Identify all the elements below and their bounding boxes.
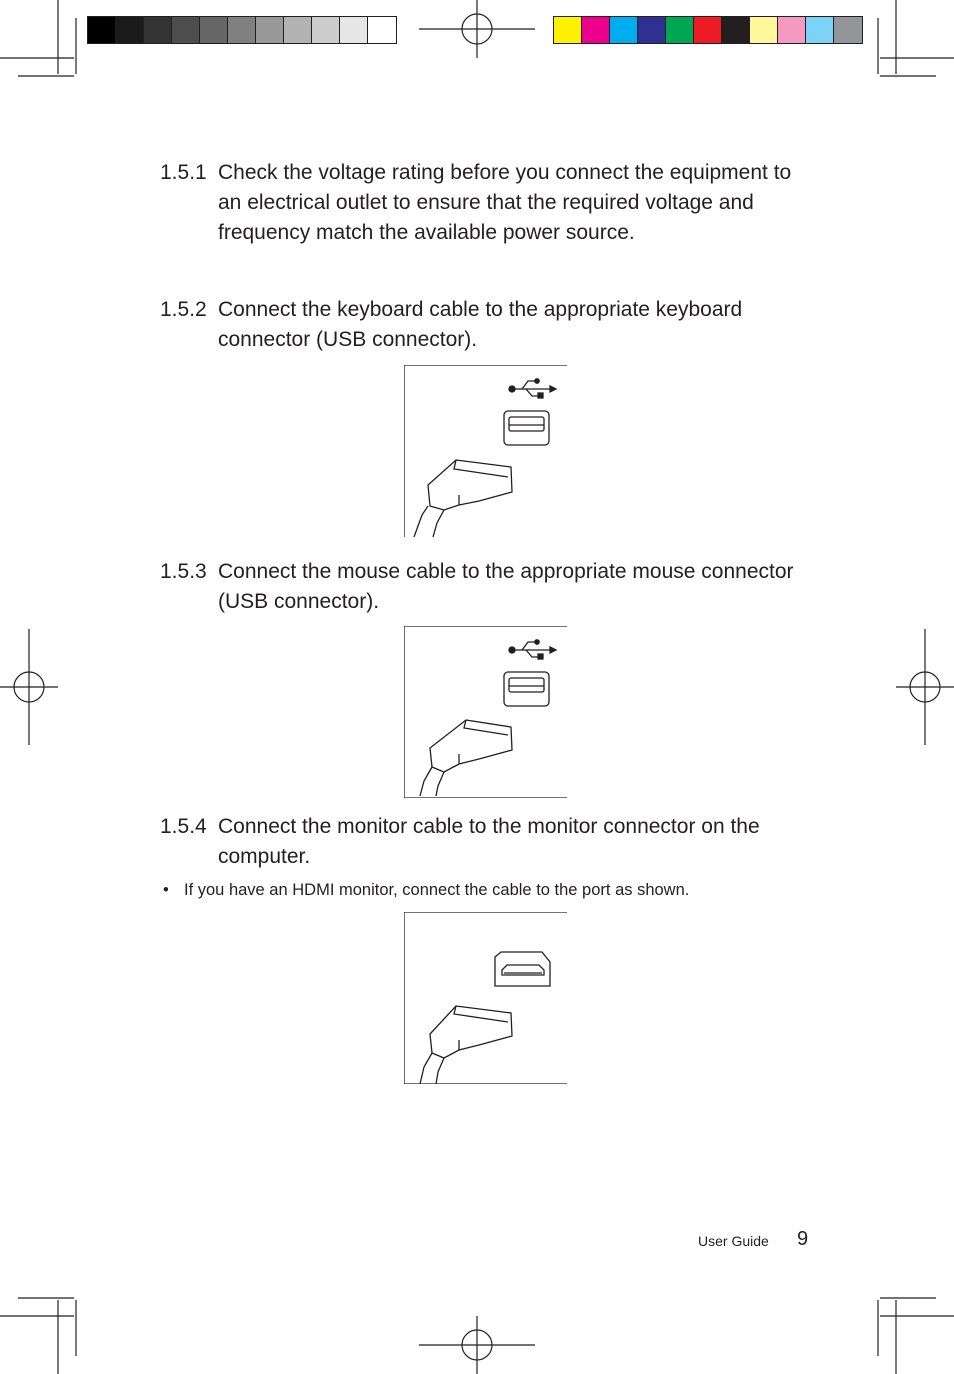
color-swatch — [694, 17, 722, 43]
step-1-5-2 — [160, 295, 820, 355]
gray-swatch — [368, 17, 396, 43]
color-swatch — [666, 17, 694, 43]
step-text: Connect the keyboard cable to the appropriate keyboard connector (USB connector). — [218, 298, 743, 351]
page-number: 9 — [797, 1228, 809, 1250]
bullet-item — [163, 879, 689, 901]
step-1-5-1 — [160, 158, 820, 248]
step-text: Check the voltage rating before you connect the equipment to an electrical outlet to ensure that the required voltage and frequency match the available power source. — [218, 161, 792, 244]
monitor-hdmi-illustration — [404, 912, 567, 1084]
step-number: 1.5.1 — [160, 161, 207, 184]
hdmi-port — [495, 952, 550, 986]
gray-swatch — [172, 17, 200, 43]
bullet-marker: • — [163, 881, 169, 899]
step-1-5-4 — [160, 812, 820, 872]
color-swatch — [722, 17, 750, 43]
grayscale-color-bar — [87, 16, 397, 44]
color-swatch — [582, 17, 610, 43]
footer-label: User Guide — [698, 1233, 769, 1249]
mouse-usb-illustration — [404, 626, 567, 798]
usb-icon — [509, 640, 556, 659]
step-number: 1.5.4 — [160, 815, 207, 838]
bullet-text: If you have an HDMI monitor, connect the cable to the port as shown. — [184, 881, 690, 899]
gray-swatch — [340, 17, 368, 43]
step-number: 1.5.2 — [160, 298, 207, 321]
usb-port — [504, 411, 549, 445]
step-number: 1.5.3 — [160, 560, 207, 583]
gray-swatch — [256, 17, 284, 43]
hdmi-cable-plug — [420, 1006, 512, 1084]
color-swatch — [638, 17, 666, 43]
step-1-5-3 — [160, 557, 820, 617]
usb-cable-plug — [420, 720, 512, 796]
usb-cable-plug — [414, 460, 512, 537]
color-swatch — [554, 17, 582, 43]
color-swatch — [610, 17, 638, 43]
gray-swatch — [144, 17, 172, 43]
gray-swatch — [116, 17, 144, 43]
step-text: Connect the mouse cable to the appropriate mouse connector (USB connector). — [218, 560, 794, 613]
color-swatch — [834, 17, 862, 43]
usb-port — [504, 672, 549, 706]
process-color-bar — [553, 16, 863, 44]
color-swatch — [806, 17, 834, 43]
keyboard-usb-illustration — [404, 365, 567, 537]
gray-swatch — [88, 17, 116, 43]
color-swatch — [778, 17, 806, 43]
gray-swatch — [200, 17, 228, 43]
gray-swatch — [312, 17, 340, 43]
step-text: Connect the monitor cable to the monitor connector on the computer. — [218, 815, 760, 868]
gray-swatch — [284, 17, 312, 43]
gray-swatch — [228, 17, 256, 43]
usb-icon — [509, 379, 556, 398]
color-swatch — [750, 17, 778, 43]
